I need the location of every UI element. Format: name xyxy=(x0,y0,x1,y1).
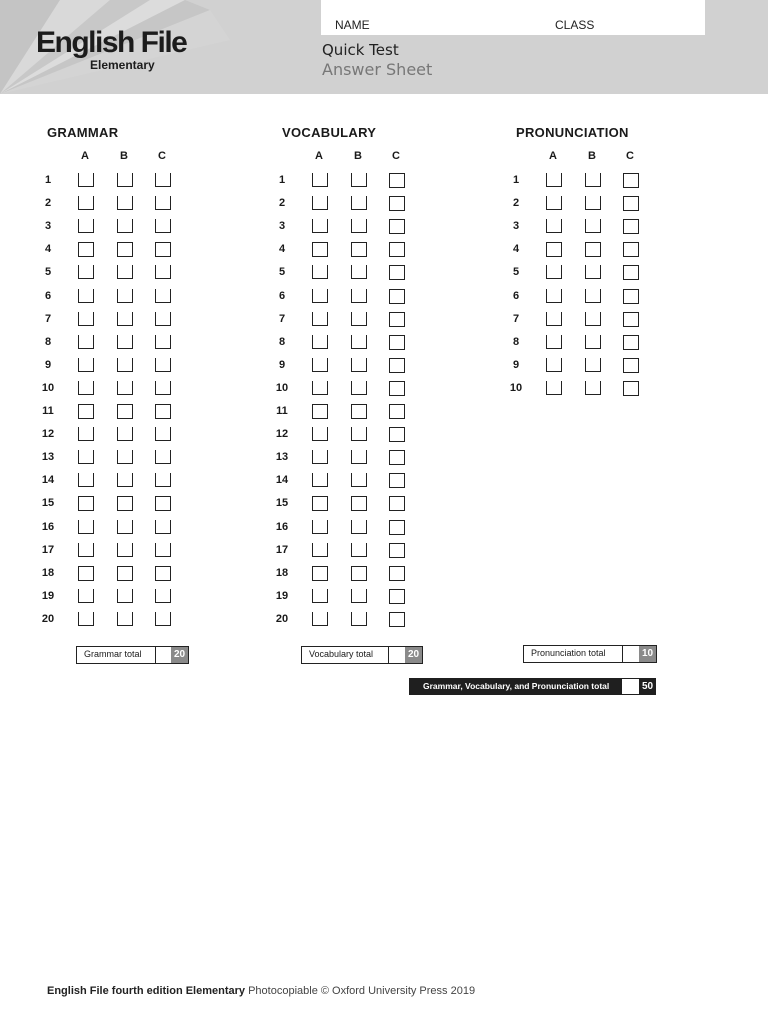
answer-checkbox-c[interactable] xyxy=(155,543,171,557)
question-number: 7 xyxy=(278,312,286,325)
answer-checkbox-c[interactable] xyxy=(155,404,171,419)
answer-checkbox-b[interactable] xyxy=(351,496,367,511)
question-number: 2 xyxy=(44,197,52,210)
answer-checkbox-c[interactable] xyxy=(155,381,171,395)
answer-checkbox-c[interactable] xyxy=(623,335,639,350)
answer-row xyxy=(508,242,708,259)
answer-checkbox-c[interactable] xyxy=(623,312,639,327)
question-number: 14 xyxy=(41,474,55,487)
question-number: 8 xyxy=(512,335,520,348)
answer-row xyxy=(274,312,474,329)
question-number: 3 xyxy=(512,220,520,233)
question-number: 13 xyxy=(41,451,55,464)
answer-checkbox-a[interactable] xyxy=(312,496,328,511)
question-number: 16 xyxy=(275,520,289,533)
grand-total-value: 50 xyxy=(641,681,654,692)
column-header-c: C xyxy=(392,150,400,162)
answer-checkbox-c[interactable] xyxy=(155,312,171,326)
answer-checkbox-a[interactable] xyxy=(78,335,94,349)
answer-checkbox-b[interactable] xyxy=(117,265,133,279)
question-number: 17 xyxy=(41,543,55,556)
answer-checkbox-a[interactable] xyxy=(312,404,328,419)
answer-checkbox-c[interactable] xyxy=(389,612,405,627)
question-number: 20 xyxy=(275,612,289,625)
answer-row xyxy=(508,312,708,329)
answer-checkbox-a[interactable] xyxy=(78,242,94,257)
column-header-b: B xyxy=(120,150,128,162)
answer-checkbox-b[interactable] xyxy=(351,242,367,257)
answer-row xyxy=(274,496,474,513)
answer-checkbox-b[interactable] xyxy=(351,473,367,487)
answer-checkbox-c[interactable] xyxy=(155,196,171,210)
answer-checkbox-b[interactable] xyxy=(351,520,367,534)
grand-total-blank[interactable] xyxy=(622,679,639,694)
answer-row xyxy=(274,543,474,560)
answer-row xyxy=(274,450,474,467)
question-number: 4 xyxy=(512,243,520,256)
answer-checkbox-a[interactable] xyxy=(312,312,328,326)
answer-checkbox-a[interactable] xyxy=(312,265,328,279)
answer-row xyxy=(274,589,474,606)
answer-row xyxy=(40,520,240,537)
answer-checkbox-b[interactable] xyxy=(117,219,133,233)
answer-row xyxy=(274,265,474,282)
answer-checkbox-c[interactable] xyxy=(155,496,171,511)
answer-checkbox-a[interactable] xyxy=(78,427,94,441)
answer-checkbox-c[interactable] xyxy=(155,473,171,487)
answer-checkbox-c[interactable] xyxy=(155,427,171,441)
answer-checkbox-a[interactable] xyxy=(312,589,328,603)
question-number: 6 xyxy=(278,289,286,302)
answer-checkbox-a[interactable] xyxy=(312,173,328,187)
answer-checkbox-a[interactable] xyxy=(78,612,94,626)
answer-row xyxy=(274,173,474,190)
question-number: 15 xyxy=(275,497,289,510)
question-number: 9 xyxy=(44,358,52,371)
section-total-blank[interactable] xyxy=(155,647,172,663)
answer-checkbox-b[interactable] xyxy=(117,381,133,395)
question-number: 10 xyxy=(275,381,289,394)
answer-checkbox-b[interactable] xyxy=(351,589,367,603)
answer-checkbox-b[interactable] xyxy=(117,450,133,464)
column-header-b: B xyxy=(588,150,596,162)
answer-row xyxy=(40,335,240,352)
answer-checkbox-b[interactable] xyxy=(117,289,133,303)
answer-row xyxy=(508,196,708,213)
answer-checkbox-b[interactable] xyxy=(585,358,601,372)
column-header-a: A xyxy=(549,150,557,162)
answer-checkbox-b[interactable] xyxy=(117,335,133,349)
answer-checkbox-a[interactable] xyxy=(78,566,94,581)
answer-checkbox-a[interactable] xyxy=(546,219,562,233)
answer-checkbox-c[interactable] xyxy=(389,473,405,488)
section-title: VOCABULARY xyxy=(282,125,377,140)
answer-checkbox-a[interactable] xyxy=(78,589,94,603)
answer-checkbox-b[interactable] xyxy=(117,173,133,187)
answer-checkbox-a[interactable] xyxy=(78,196,94,210)
section-total-label: Vocabulary total xyxy=(309,649,374,659)
answer-checkbox-c[interactable] xyxy=(389,566,405,581)
column-header-c: C xyxy=(158,150,166,162)
answer-checkbox-c[interactable] xyxy=(389,520,405,535)
section-total-blank[interactable] xyxy=(622,646,640,662)
answer-checkbox-a[interactable] xyxy=(546,335,562,349)
answer-checkbox-b[interactable] xyxy=(117,358,133,372)
question-number: 14 xyxy=(275,474,289,487)
answer-checkbox-b[interactable] xyxy=(585,196,601,210)
answer-checkbox-a[interactable] xyxy=(546,173,562,187)
footer-copyright: Photocopiable © Oxford University Press 2019 xyxy=(245,985,476,997)
answer-checkbox-c[interactable] xyxy=(389,496,405,511)
section-total-value: 10 xyxy=(639,646,656,662)
answer-checkbox-c[interactable] xyxy=(155,566,171,581)
answer-checkbox-b[interactable] xyxy=(351,173,367,187)
answer-checkbox-c[interactable] xyxy=(389,427,405,442)
answer-row xyxy=(40,196,240,213)
answer-checkbox-a[interactable] xyxy=(312,543,328,557)
answer-checkbox-b[interactable] xyxy=(585,312,601,326)
answer-checkbox-c[interactable] xyxy=(155,612,171,626)
answer-checkbox-b[interactable] xyxy=(351,289,367,303)
grand-total-box xyxy=(409,678,656,695)
answer-checkbox-b[interactable] xyxy=(351,312,367,326)
answer-row xyxy=(508,335,708,352)
section-total-box xyxy=(301,646,423,664)
answer-checkbox-a[interactable] xyxy=(78,404,94,419)
answer-row xyxy=(40,173,240,190)
answer-checkbox-b[interactable] xyxy=(351,219,367,233)
answer-row xyxy=(508,173,708,190)
answer-checkbox-a[interactable] xyxy=(312,358,328,372)
answer-row xyxy=(508,358,708,375)
answer-row xyxy=(40,404,240,421)
answer-row xyxy=(40,358,240,375)
answer-checkbox-c[interactable] xyxy=(389,450,405,465)
name-class-box xyxy=(321,0,705,35)
answer-checkbox-a[interactable] xyxy=(312,427,328,441)
answer-checkbox-b[interactable] xyxy=(117,496,133,511)
class-field-label: CLASS xyxy=(555,18,595,32)
answer-checkbox-c[interactable] xyxy=(389,381,405,396)
answer-row xyxy=(40,289,240,306)
question-number: 1 xyxy=(44,174,52,186)
answer-checkbox-a[interactable] xyxy=(546,381,562,395)
question-number: 6 xyxy=(44,289,52,302)
section-total-box xyxy=(523,645,657,663)
answer-row xyxy=(274,473,474,490)
answer-row xyxy=(274,520,474,537)
answer-checkbox-b[interactable] xyxy=(351,265,367,279)
answer-row xyxy=(274,219,474,236)
answer-checkbox-c[interactable] xyxy=(389,196,405,211)
column-header-a: A xyxy=(81,150,89,162)
answer-checkbox-b[interactable] xyxy=(117,196,133,210)
answer-checkbox-a[interactable] xyxy=(78,520,94,534)
answer-checkbox-a[interactable] xyxy=(546,312,562,326)
answer-row xyxy=(40,496,240,513)
answer-checkbox-a[interactable] xyxy=(312,450,328,464)
answer-row xyxy=(40,242,240,259)
answer-checkbox-c[interactable] xyxy=(623,219,639,234)
question-number: 1 xyxy=(278,174,286,186)
question-number: 17 xyxy=(275,543,289,556)
answer-checkbox-c[interactable] xyxy=(389,219,405,234)
answer-checkbox-b[interactable] xyxy=(117,612,133,626)
question-number: 18 xyxy=(275,566,289,579)
answer-checkbox-b[interactable] xyxy=(351,566,367,581)
answer-checkbox-b[interactable] xyxy=(351,404,367,419)
logo-title: English File xyxy=(36,26,187,59)
answer-checkbox-b[interactable] xyxy=(117,404,133,419)
answer-row xyxy=(274,381,474,398)
answer-checkbox-c[interactable] xyxy=(623,265,639,280)
section-total-label: Pronunciation total xyxy=(531,648,606,658)
question-number: 19 xyxy=(41,589,55,602)
answer-checkbox-c[interactable] xyxy=(623,289,639,304)
test-title: Quick Test xyxy=(322,41,399,59)
question-number: 8 xyxy=(278,335,286,348)
answer-checkbox-b[interactable] xyxy=(585,219,601,233)
answer-checkbox-a[interactable] xyxy=(78,173,94,187)
answer-checkbox-c[interactable] xyxy=(389,289,405,304)
question-number: 6 xyxy=(512,289,520,302)
answer-checkbox-b[interactable] xyxy=(585,335,601,349)
question-number: 10 xyxy=(41,381,55,394)
answer-row xyxy=(274,335,474,352)
question-number: 19 xyxy=(275,589,289,602)
answer-row xyxy=(274,427,474,444)
answer-checkbox-c[interactable] xyxy=(389,358,405,373)
answer-checkbox-b[interactable] xyxy=(117,543,133,557)
column-header-b: B xyxy=(354,150,362,162)
question-number: 2 xyxy=(278,197,286,210)
answer-checkbox-c[interactable] xyxy=(389,242,405,257)
question-number: 12 xyxy=(275,428,289,441)
page-header xyxy=(0,0,768,94)
answer-checkbox-a[interactable] xyxy=(78,312,94,326)
answer-checkbox-a[interactable] xyxy=(312,289,328,303)
answer-row xyxy=(40,381,240,398)
answer-checkbox-b[interactable] xyxy=(351,450,367,464)
question-number: 18 xyxy=(41,566,55,579)
answer-row xyxy=(40,219,240,236)
section-total-box xyxy=(76,646,189,664)
section-title: GRAMMAR xyxy=(47,125,119,140)
answer-checkbox-a[interactable] xyxy=(78,289,94,303)
answer-row xyxy=(274,242,474,259)
answer-checkbox-b[interactable] xyxy=(585,173,601,187)
answer-checkbox-c[interactable] xyxy=(155,450,171,464)
answer-checkbox-a[interactable] xyxy=(78,265,94,279)
answer-checkbox-c[interactable] xyxy=(155,335,171,349)
answer-checkbox-b[interactable] xyxy=(117,589,133,603)
answer-checkbox-b[interactable] xyxy=(351,612,367,626)
answer-checkbox-c[interactable] xyxy=(389,265,405,280)
answer-row xyxy=(508,219,708,236)
answer-row xyxy=(40,589,240,606)
section-total-value: 20 xyxy=(405,647,422,663)
answer-checkbox-a[interactable] xyxy=(312,520,328,534)
answer-checkbox-b[interactable] xyxy=(351,381,367,395)
answer-checkbox-c[interactable] xyxy=(155,289,171,303)
answer-checkbox-b[interactable] xyxy=(117,473,133,487)
answer-checkbox-a[interactable] xyxy=(546,358,562,372)
answer-checkbox-a[interactable] xyxy=(312,242,328,257)
logo-subtitle: Elementary xyxy=(90,58,155,72)
answer-checkbox-c[interactable] xyxy=(155,173,171,187)
answer-row xyxy=(40,566,240,583)
answer-checkbox-a[interactable] xyxy=(546,265,562,279)
answer-checkbox-a[interactable] xyxy=(78,381,94,395)
question-number: 2 xyxy=(512,197,520,210)
question-number: 5 xyxy=(278,266,286,279)
answer-checkbox-b[interactable] xyxy=(585,289,601,303)
section-total-label: Grammar total xyxy=(84,649,142,659)
page-footer xyxy=(47,985,475,997)
answer-checkbox-b[interactable] xyxy=(351,543,367,557)
answer-checkbox-c[interactable] xyxy=(623,173,639,188)
answer-row xyxy=(508,289,708,306)
section-title: PRONUNCIATION xyxy=(516,125,629,140)
answer-checkbox-a[interactable] xyxy=(312,566,328,581)
answer-checkbox-a[interactable] xyxy=(78,450,94,464)
answer-checkbox-b[interactable] xyxy=(585,381,601,395)
answer-checkbox-c[interactable] xyxy=(623,358,639,373)
answer-checkbox-b[interactable] xyxy=(351,358,367,372)
answer-checkbox-a[interactable] xyxy=(78,473,94,487)
answer-checkbox-b[interactable] xyxy=(117,566,133,581)
answer-row xyxy=(40,450,240,467)
section-total-blank[interactable] xyxy=(388,647,406,663)
answer-row xyxy=(274,289,474,306)
question-number: 11 xyxy=(276,405,288,417)
question-number: 10 xyxy=(509,381,523,394)
question-number: 7 xyxy=(44,312,52,325)
question-number: 8 xyxy=(44,335,52,348)
answer-checkbox-b[interactable] xyxy=(117,242,133,257)
answer-row xyxy=(40,265,240,282)
answer-checkbox-a[interactable] xyxy=(78,219,94,233)
question-number: 16 xyxy=(41,520,55,533)
answer-checkbox-c[interactable] xyxy=(155,358,171,372)
question-number: 7 xyxy=(512,312,520,325)
answer-row xyxy=(40,612,240,629)
grand-total-label: Grammar, Vocabulary, and Pronunciation total xyxy=(423,681,610,691)
answer-row xyxy=(40,427,240,444)
question-number: 4 xyxy=(278,243,286,256)
answer-checkbox-c[interactable] xyxy=(389,589,405,604)
answer-checkbox-c[interactable] xyxy=(155,242,171,257)
answer-checkbox-a[interactable] xyxy=(312,219,328,233)
name-field-label: NAME xyxy=(335,18,370,32)
answer-checkbox-c[interactable] xyxy=(389,312,405,327)
answer-checkbox-c[interactable] xyxy=(155,265,171,279)
question-number: 20 xyxy=(41,612,55,625)
question-number: 3 xyxy=(44,220,52,233)
answer-checkbox-a[interactable] xyxy=(312,473,328,487)
question-number: 15 xyxy=(41,497,55,510)
answer-checkbox-a[interactable] xyxy=(312,196,328,210)
answer-row xyxy=(40,543,240,560)
answer-checkbox-c[interactable] xyxy=(623,196,639,211)
answer-checkbox-a[interactable] xyxy=(546,289,562,303)
answer-checkbox-c[interactable] xyxy=(623,242,639,257)
answer-checkbox-b[interactable] xyxy=(117,312,133,326)
answer-row xyxy=(274,566,474,583)
answer-checkbox-c[interactable] xyxy=(155,520,171,534)
answer-checkbox-b[interactable] xyxy=(117,427,133,441)
footer-title: English File fourth edition Elementary xyxy=(47,985,246,997)
answer-row xyxy=(274,612,474,629)
section-total-value: 20 xyxy=(171,647,188,663)
question-number: 12 xyxy=(41,428,55,441)
answer-checkbox-b[interactable] xyxy=(585,242,601,257)
answer-checkbox-a[interactable] xyxy=(78,543,94,557)
column-header-c: C xyxy=(626,150,634,162)
question-number: 9 xyxy=(512,358,520,371)
answer-checkbox-c[interactable] xyxy=(389,543,405,558)
question-number: 5 xyxy=(512,266,520,279)
question-number: 9 xyxy=(278,358,286,371)
answer-checkbox-c[interactable] xyxy=(389,173,405,188)
question-number: 13 xyxy=(275,451,289,464)
answer-checkbox-b[interactable] xyxy=(117,520,133,534)
answer-checkbox-a[interactable] xyxy=(546,196,562,210)
question-number: 3 xyxy=(278,220,286,233)
answer-checkbox-a[interactable] xyxy=(78,496,94,511)
sheet-title: Answer Sheet xyxy=(322,60,433,79)
answer-checkbox-a[interactable] xyxy=(312,335,328,349)
answer-row xyxy=(274,404,474,421)
answer-checkbox-a[interactable] xyxy=(312,612,328,626)
question-number: 11 xyxy=(42,405,54,417)
column-header-a: A xyxy=(315,150,323,162)
answer-checkbox-b[interactable] xyxy=(351,196,367,210)
answer-checkbox-b[interactable] xyxy=(351,427,367,441)
answer-checkbox-a[interactable] xyxy=(78,358,94,372)
answer-checkbox-c[interactable] xyxy=(155,589,171,603)
answer-checkbox-c[interactable] xyxy=(155,219,171,233)
question-number: 1 xyxy=(512,174,520,186)
answer-row xyxy=(274,196,474,213)
question-number: 4 xyxy=(44,243,52,256)
answer-checkbox-c[interactable] xyxy=(389,404,405,419)
answer-checkbox-b[interactable] xyxy=(585,265,601,279)
answer-row xyxy=(274,358,474,375)
answer-checkbox-a[interactable] xyxy=(312,381,328,395)
answer-row xyxy=(508,381,708,398)
answer-checkbox-c[interactable] xyxy=(389,335,405,350)
answer-checkbox-a[interactable] xyxy=(546,242,562,257)
answer-row xyxy=(508,265,708,282)
answer-row xyxy=(40,473,240,490)
answer-checkbox-b[interactable] xyxy=(351,335,367,349)
answer-checkbox-c[interactable] xyxy=(623,381,639,396)
question-number: 5 xyxy=(44,266,52,279)
answer-row xyxy=(40,312,240,329)
